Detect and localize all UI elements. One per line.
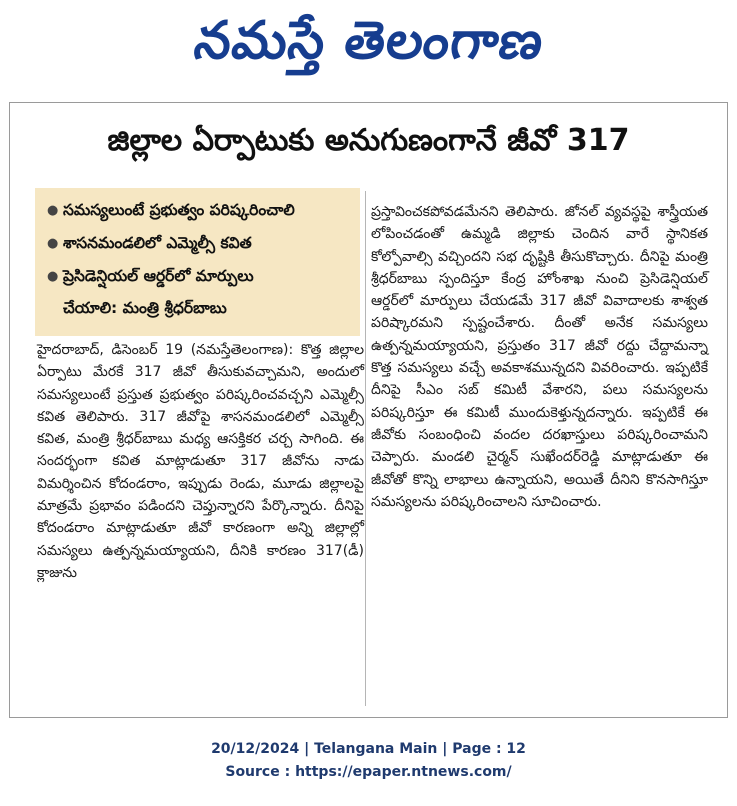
newspaper-logo: నమస్తే తెలంగాణ [190,11,548,71]
article-column-right: ప్రస్తావించకపోవడమేనని తెలిపారు. జోనల్ వ్యవస్థపై శాస్త్రీయత లోపించడంతో ఉమ్మడి జిల్లాకు చెందిన వారే స్థానికత కోల్పోవాల్సి వచ్చిందని సభ దృష్టికి తీసుకొచ్చారు. దీనిపై మంత్రి శ్రీధర్‌బాబు స్పందిస్తూ కేంద్ర హోంశాఖ నుంచి ప్రెసిడెన్షియల్ ఆర్డర్‌లో మార్పులు చేయడమే 317 జీవో వివాదాలకు శాశ్వత పరిష్కారమని స్పష్టంచేశారు. దీంతో అనేక సమస్యలు ఉత్పన్నమయ్యాయని, ప్రస్తుతం 317 జీవో రద్దు చేద్దామన్నా కొత్త సమస్యలు వచ్చే అవకాశమున్నదని వివరించారు. ఇప్పటికే దీనిపై సీఎం సబ్ కమిటీ వేశారని, పలు సమస్యలను పరిష్కరిస్తూ ఈ కమిటీ ముందుకెళ్తున్నదన్నారు. ఇప్పటికే ఈ జీవోకు సంబంధించి వందల దరఖాస్తులు పరిష్కరించామని చెప్పారు. మండలి చైర్మన్ సుఖేందర్‌రెడ్డి మాట్లాడుతూ ఈ జీవోతో కొన్ని లాభాలు ఉన్నాయని, అయితే దీనిని కొనసాగిస్తూ సమస్యలను పరిష్కరించాలని సూచించారు. [371,204,708,510]
publication-info: 20/12/2024 | Telangana Main | Page : 12 [211,741,526,757]
bullet-icon: ● [47,269,59,284]
highlight-text: శాసనమండలిలో ఎమ్మెల్సీ కవిత [63,234,252,252]
masthead [0,0,737,95]
highlight-text: ప్రెసిడెన్షియల్ ఆర్డర్‌లో మార్పులు [63,267,254,285]
source-link[interactable]: Source : https://epaper.ntnews.com/ [225,764,512,780]
highlight-continuation: చేయాలి: మంత్రి శ్రీధర్‌బాబు [63,299,227,317]
highlights-box [35,188,360,336]
highlight-item [47,194,352,227]
article-column-left: హైదరాబాద్, డిసెంబర్ 19 (నమస్తేతెలంగాణ): కొత్త జిల్లాల ఏర్పాటు మేరకే 317 జీవో తీసుకువచ్చామని, అందులో సమస్యలుంటే ప్రస్తుత ప్రభుత్వం పరిష్కరించవచ్చని ఎమ్మెల్సీ కవిత తెలిపారు. 317 జీవోపై శాసనమండలిలో ఎమ్మెల్సీ కవిత, మంత్రి శ్రీధర్‌బాబు మధ్య ఆసక్తికర చర్చ సాగింది. ఈ సందర్భంగా కవిత మాట్లాడుతూ 317 జీవోను నాడు విమర్శించిన కోదండరాం, ఇప్పుడు రెండు, మూడు జిల్లాలపై మాత్రమే ప్రభావం పడిందని చెప్తున్నారని పేర్కొన్నారు. దీనిపై కోదండరాం మాట్లాడుతూ జీవో కారణంగా అన్ని జిల్లాల్లో సమస్యలు ఉత్పన్నమయ్యాయని, దీనికి కారణం 317(డీ) క్లాజును [37,342,364,581]
bullet-icon: ● [47,203,59,218]
article-headline: జిల్లాల ఏర్పాటుకు అనుగుణంగానే జీవో 317 [107,123,630,158]
highlight-item [47,260,352,293]
article-clipping [9,102,728,718]
bullet-icon: ● [47,236,59,251]
highlight-item [47,227,352,260]
highlight-text: సమస్యలుంటే ప్రభుత్వం పరిష్కరించాలి [63,201,295,219]
column-divider [365,191,366,706]
